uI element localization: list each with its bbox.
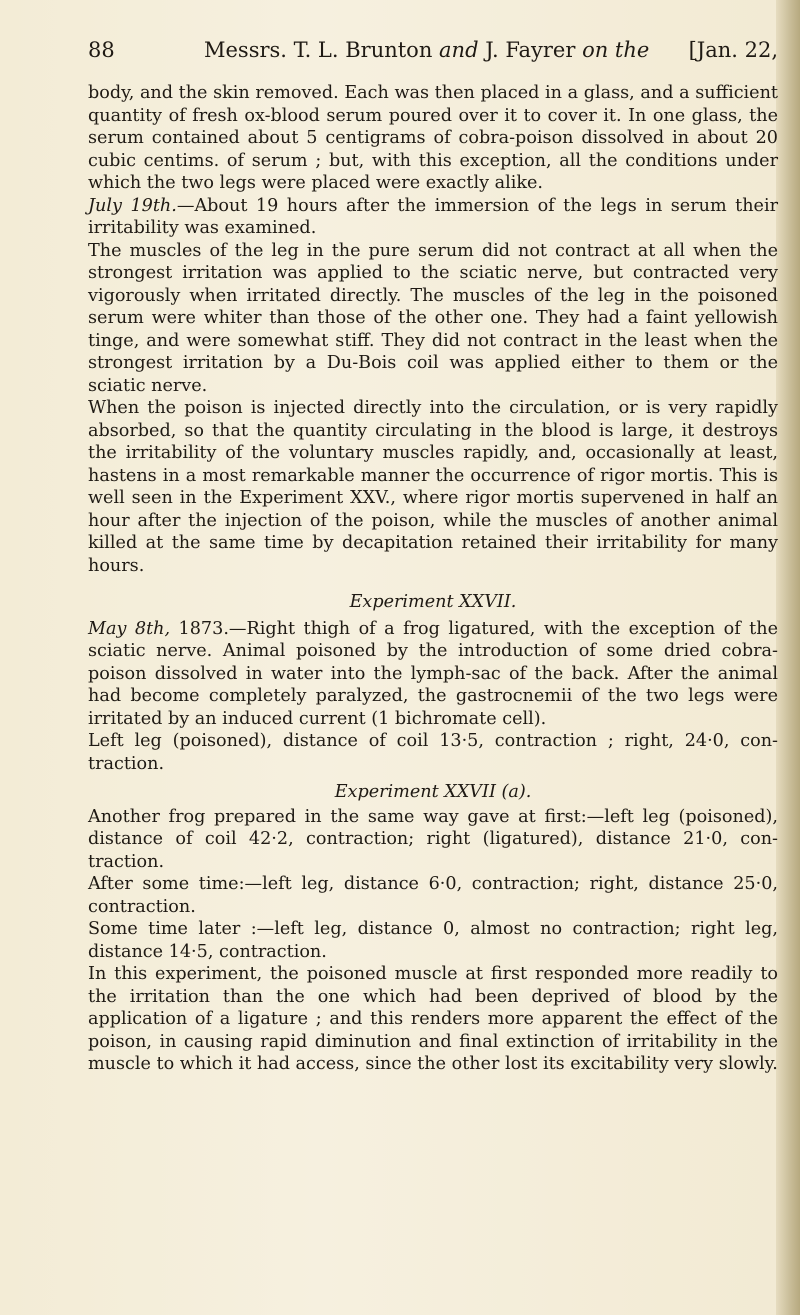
paragraph: Another frog prepared in the same way gave at first:—left leg (poisoned), distance of coil 42·2, contraction; right (ligatured), distance 21·0, con- traction. xyxy=(88,806,778,872)
paragraph: In this experiment, the poisoned muscle at first responded more readily to the irritation than the one which had been deprived of blood by the application of a ligature ; and this renders more apparent the effect of the poison, in causing rapid diminution and final extinction of irritability in the muscle to which it had access, since the other lost its excitability very slowly. xyxy=(88,964,778,1074)
running-title: Messrs. T. L. Brunton and J. Fayrer on the xyxy=(204,38,650,62)
page-number: 88 xyxy=(88,38,115,62)
experiment-heading: Experiment XXVII (a). xyxy=(334,782,532,802)
running-header xyxy=(88,38,778,68)
paragraph: Some time later :—left leg, distance 0, almost no contraction; right leg, distance 14·5, contraction. xyxy=(88,919,778,962)
paragraph: body, and the skin removed. Each was then placed in a glass, and a sufficient quantity of fresh ox-blood serum poured over it to cover it. In one glass, the serum contained about 5 centigrams of cobra-poison dissolved in about 20 cubic centims. of serum ; but, with this exception, all the conditions under which the two legs were placed were exactly alike. xyxy=(88,83,778,193)
paragraph: The muscles of the leg in the pure serum did not contract at all when the strongest irritation was applied to the sciatic nerve, but contracted very vigorously when irritated directly. The muscles of the leg in the poisoned serum were whiter than those of the other one. They had a faint yellowish tinge, and were somewhat stiff. They did not contract in the least when the strongest irritation by a Du-Bois coil was applied either to them or the sciatic nerve. xyxy=(88,240,778,396)
paragraph: May 8th, 1873.—Right thigh of a frog ligatured, with the exception of the sciatic nerve. Animal poisoned by the introduction of some dried cobra-poison dissolved in water into the lymph-sac of the back. After the animal had become completely paralyzed, the gastrocnemii of the two legs were irritated by an induced current (1 bichromate cell). xyxy=(88,618,778,729)
paragraph: July 19th.—About 19 hours after the immersion of the legs in serum their irritability was examined. xyxy=(88,195,778,238)
page-spine-edge xyxy=(776,0,800,1315)
paragraph: Left leg (poisoned), distance of coil 13·5, contraction ; right, 24·0, con- traction. xyxy=(88,731,778,774)
paragraph: When the poison is injected directly into the circulation, or is very rapidly absorbed, so that the quantity circulating in the blood is large, it destroys the irritability of the voluntary muscles rapidly, and, occasionally at least, hastens in a most remarkable manner the occurrence of rigor mortis. This is well seen in the Experiment XXV., where rigor mortis supervened in half an hour after the injection of the poison, while the muscles of another animal killed at the same time by decapitation retained their irritability for many hours. xyxy=(88,398,778,576)
experiment-heading: Experiment XXVII. xyxy=(349,592,517,612)
header-date: [Jan. 22, xyxy=(688,38,778,62)
paragraph: After some time:—left leg, distance 6·0, contraction; right, distance 25·0, contraction. xyxy=(88,874,778,917)
page-body xyxy=(88,82,778,1076)
